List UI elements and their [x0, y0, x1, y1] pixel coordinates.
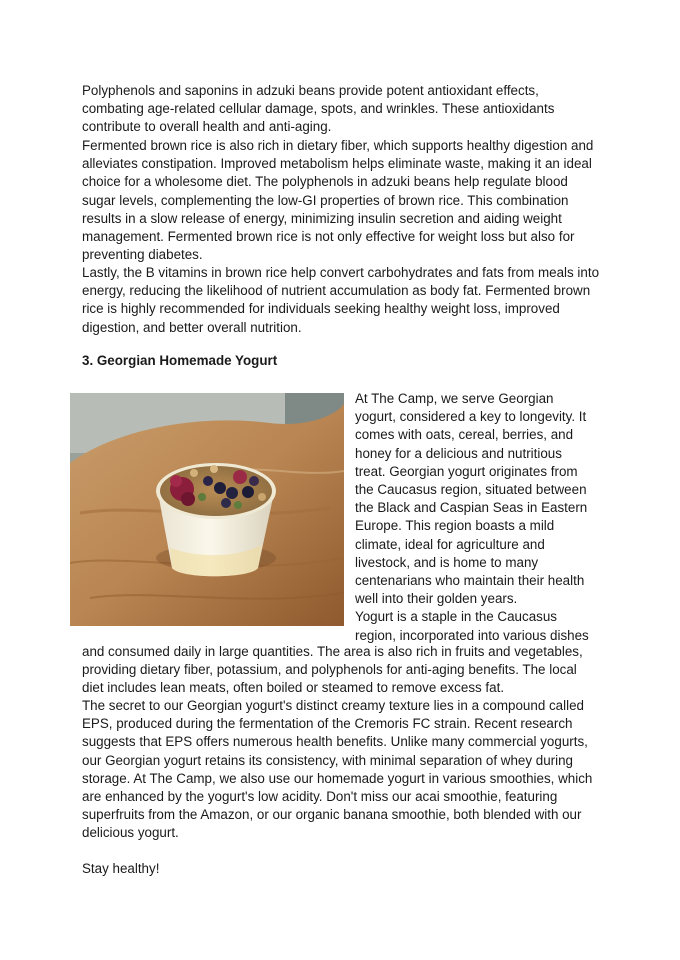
paragraph-fiber: Fermented brown rice is also rich in dietary fiber, which supports healthy digestion and alleviates constipation. Improved metabolism helps eliminate waste, making it an ideal choice for a wholesome diet. The polyphenols in adzuki beans help regulate blood sugar levels, complementing the low-GI properties of brown rice. This combination results in a slow release of energy, minimizing insulin secretion and aiding weight management. Fermented brown rice is not only effective for weight loss but also for preventing diabetes. [82, 138, 594, 263]
side-text-block [355, 390, 605, 645]
yogurt-bowl-image [70, 393, 344, 626]
text-line: the Caucasus region, situated between [355, 482, 587, 498]
text-line: climate, ideal for agriculture and [355, 536, 545, 552]
paragraph-antioxidants: Polyphenols and saponins in adzuki beans provide potent antioxidant effects, combating age-related cellular damage, spots, and wrinkles. These antioxidants contribute to overall health and anti-aging. [82, 83, 555, 135]
text-line: yogurt, considered a key to longevity. It [355, 409, 587, 425]
text-line: centenarians who maintain their health [355, 573, 585, 589]
text-line: the Black and Caspian Seas in Eastern [355, 500, 588, 516]
text-line: At The Camp, we serve Georgian [355, 391, 554, 406]
yogurt-photo [70, 393, 344, 626]
text-line: Europe. This region boasts a mild [355, 518, 555, 534]
text-line: honey for a delicious and nutritious [355, 445, 562, 461]
text-line: comes with oats, cereal, berries, and [355, 427, 574, 443]
closing-line: Stay healthy! [82, 861, 160, 876]
text-line: well into their golden years. [355, 591, 518, 607]
paragraph-caucasus-continued: and consumed daily in large quantities. The area is also rich in fruits and vegetables, providing dietary fiber, potassium, and polyphenols for anti-aging benefits. The local diet includes lean meats, often boiled or steamed to remove excess fat. [82, 644, 583, 696]
text-line: livestock, and is home to many [355, 554, 539, 570]
paragraph-eps: The secret to our Georgian yogurt's distinct creamy texture lies in a compound called EPS, produced during the fermentation of the Cremoris FC strain. Recent research suggests that EPS offers numerous health benefits. Unlike many commercial yogurts, our Georgian yogurt retains its consistency, with minimal separation of whey during storage. At The Camp, we also use our homemade yogurt in various smoothies, which are enhanced by the yogurt's low acidity. Don't miss our acai smoothie, featuring superfruits from the Amazon, or our organic banana smoothie, both blended with our delicious yogurt. [82, 698, 593, 841]
text-line: treat. Georgian yogurt originates from [355, 463, 578, 479]
text-line: region, incorporated into various dishes [355, 627, 589, 643]
text-line: Yogurt is a staple in the Caucasus [355, 609, 557, 625]
paragraph-b-vitamins: Lastly, the B vitamins in brown rice help convert carbohydrates and fats from meals into energy, reducing the likelihood of nutrient accumulation as body fat. Fermented brown rice is highly recommended for individuals seeking healthy weight loss, improved digestion, and better overall nutrition. [82, 265, 600, 335]
section-heading: 3. Georgian Homemade Yogurt [82, 353, 278, 368]
